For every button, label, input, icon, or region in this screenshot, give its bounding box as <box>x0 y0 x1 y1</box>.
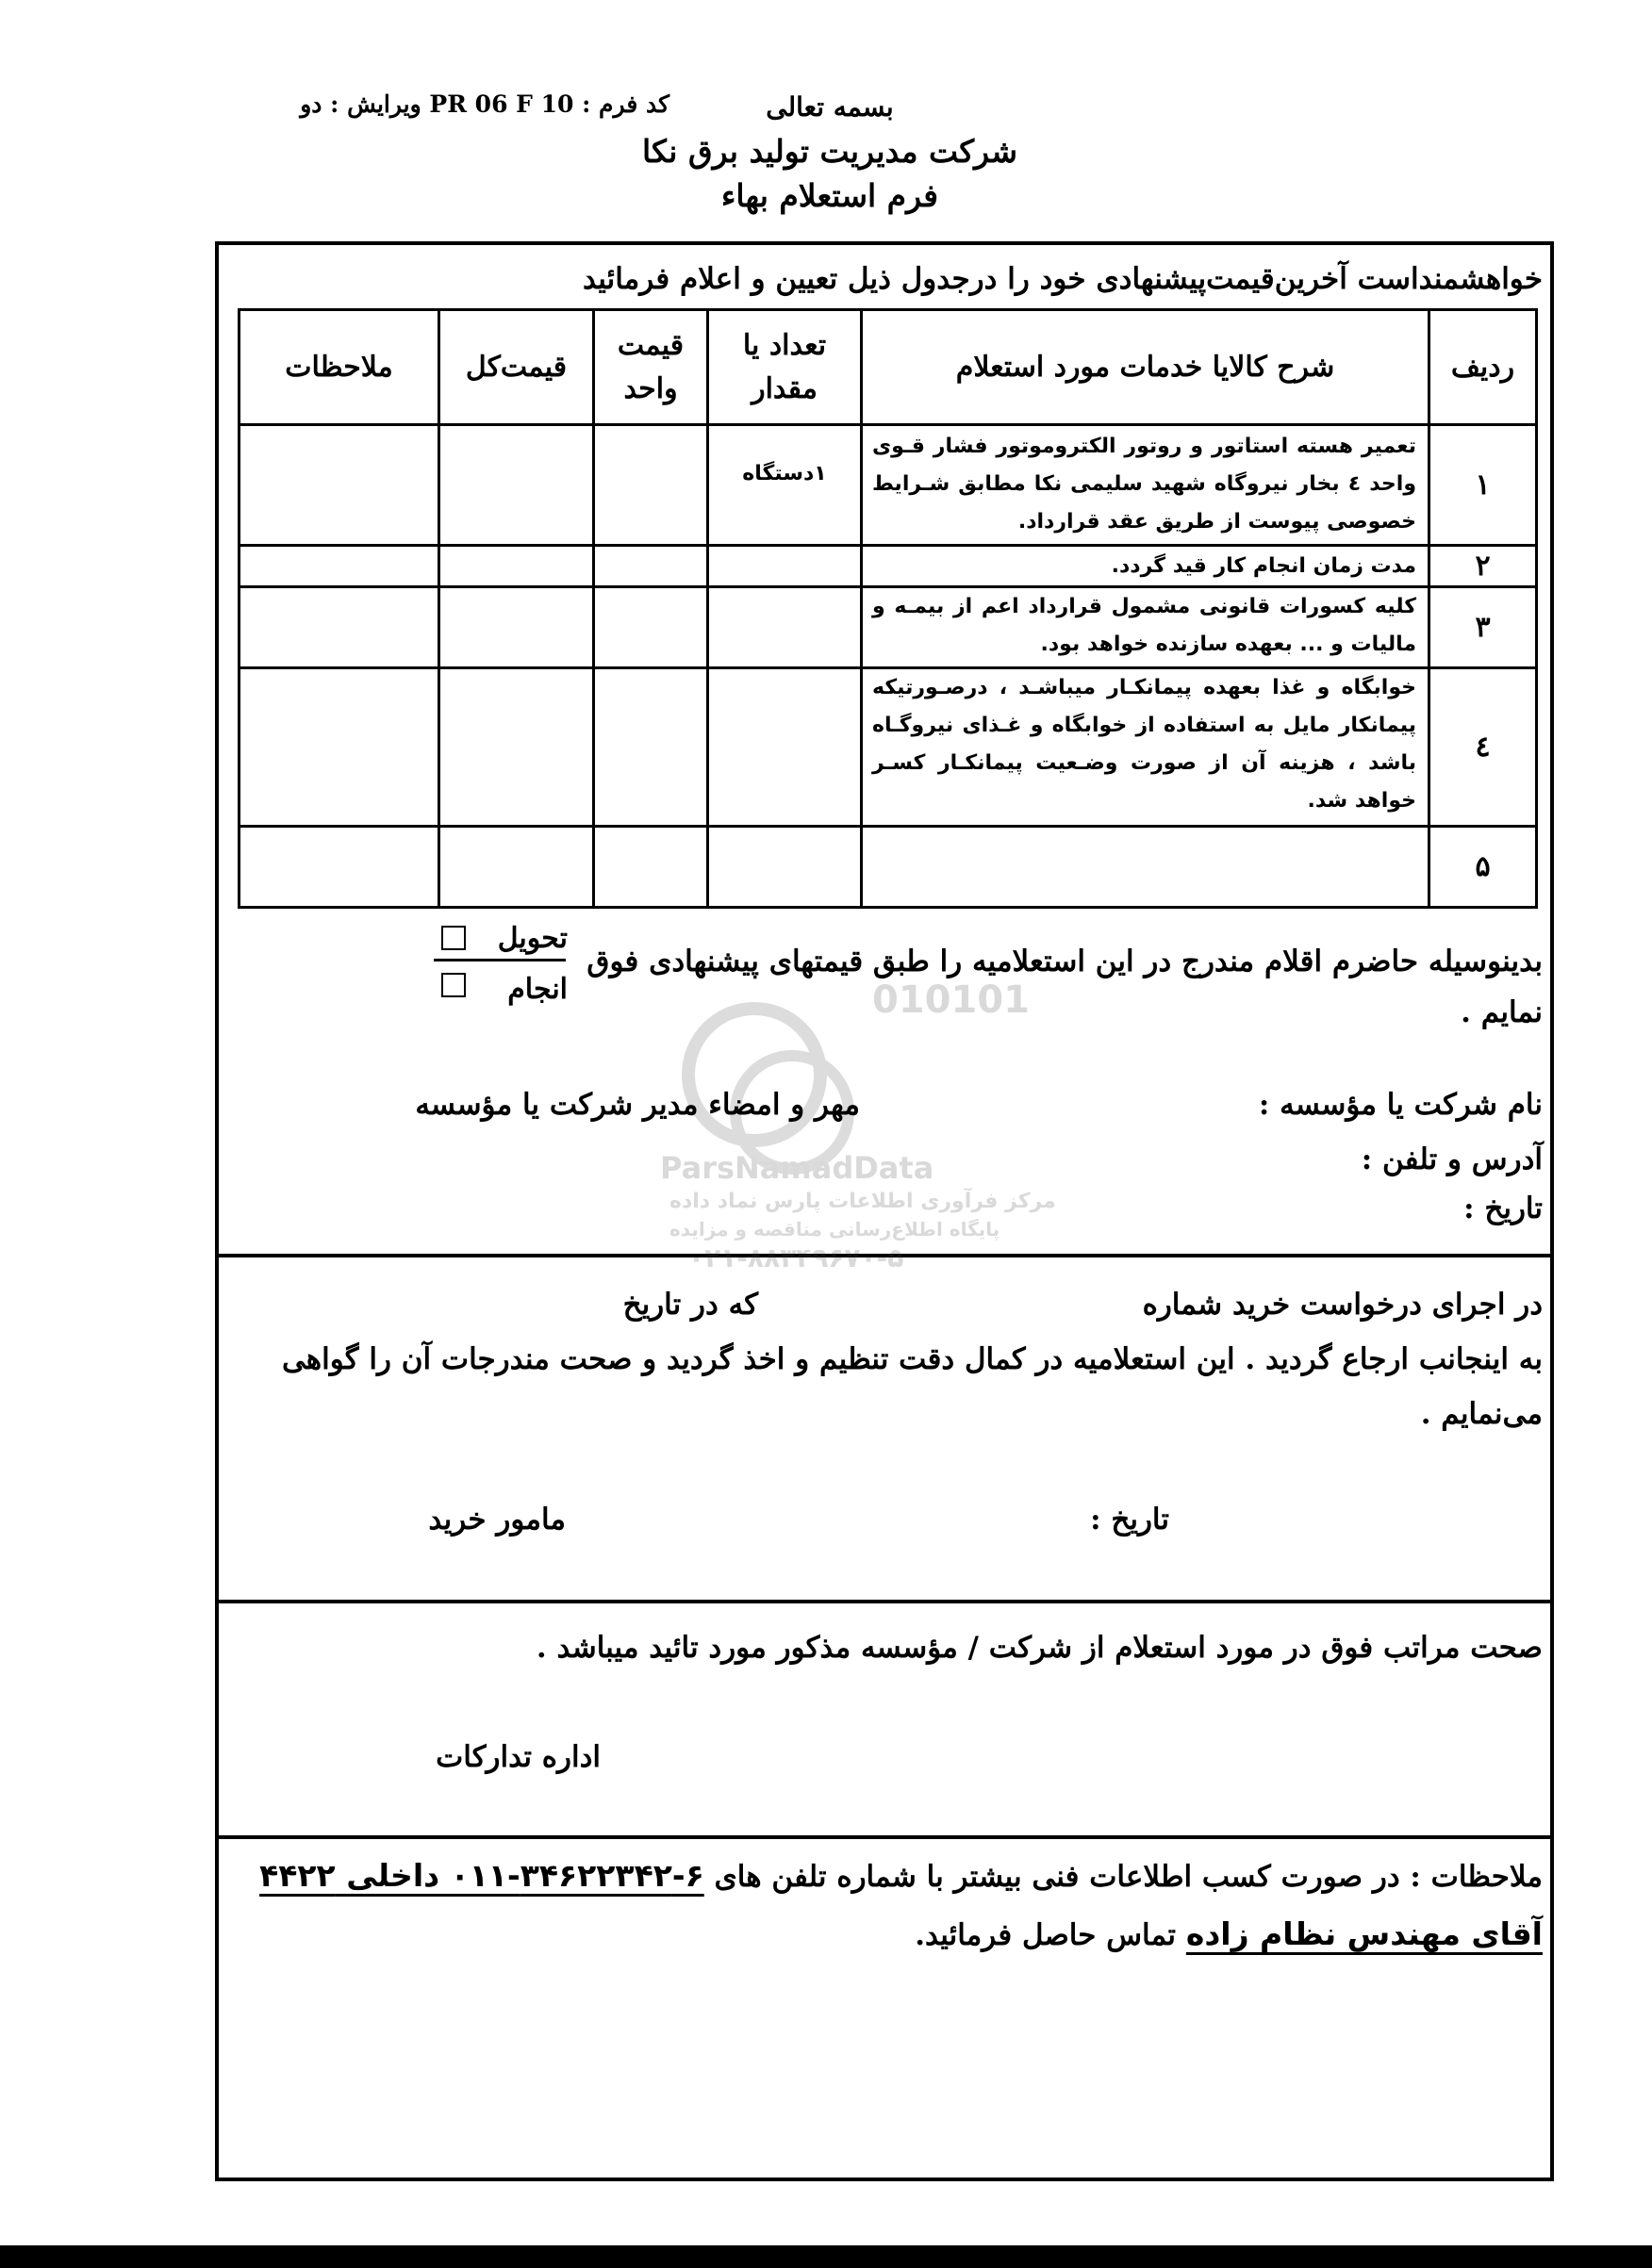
items-table <box>238 308 1538 909</box>
notes-line2 <box>915 1908 1543 1962</box>
row-notes <box>240 587 439 668</box>
table-row <box>240 587 1537 668</box>
header-quantity-line1: تعداد یا <box>742 328 827 362</box>
approval-line1: صحت مراتب فوق در مورد استعلام از شرکت / مؤسسه مذکور مورد تائید میباشد . <box>536 1631 1543 1665</box>
row-description: کلیه کسورات قانونی مشمول قرارداد اعم از بیمـه و مالیات و ... بعهده سازنده خواهد بود. <box>862 587 1429 668</box>
row-number: ٤ <box>1429 668 1537 827</box>
contact-person: آقای مهندس نظام زاده <box>1185 1915 1543 1952</box>
header-block <box>594 85 1066 218</box>
header-notes: ملاحظات <box>240 310 439 425</box>
row-description <box>862 827 1429 908</box>
row-notes <box>240 425 439 546</box>
divider-approval <box>215 1835 1554 1839</box>
watermark-brand: ParsNamadData <box>660 1150 934 1186</box>
table-row <box>240 668 1537 827</box>
option-delivery-label: تحویل <box>497 922 568 955</box>
row-total-price <box>439 546 594 587</box>
row-unit-price <box>594 587 708 668</box>
contact-phone: ۶-۳۴۶۲۲۳۴۲-۰۱۱ داخلی ۴۴۲۲ <box>259 1857 704 1894</box>
row-notes <box>240 668 439 827</box>
divider-purchase <box>215 1600 1554 1603</box>
header-unit-price-line1: قیمت <box>617 328 685 362</box>
header-description: شرح کالایا خدمات مورد استعلام <box>862 310 1429 425</box>
row-quantity <box>708 546 862 587</box>
watermark-line2: پایگاه اطلاع‌رسانی مناقصه و مزایده <box>669 1218 1000 1241</box>
row-description: مدت زمان انجام کار قید گردد. <box>862 546 1429 587</box>
row-total-price <box>439 425 594 546</box>
purchase-line1-b: که در تاریخ <box>622 1288 758 1322</box>
row-description: تعمیر هسته استاتور و روتور الکتروموتور فشار قـوی واحد ٤ بخار نیروگاه شهید سلیمی نکا مطابق شـرایط خصوصی پیوست از طریق عقد قرارداد. <box>862 425 1429 546</box>
row-total-price <box>439 668 594 827</box>
stamp-sign-label: مهر و امضاء مدیر شرکت یا مؤسسه <box>415 1088 860 1122</box>
notes-line1 <box>259 1849 1543 1903</box>
watermark-phone: ۰۲۱-۸۸۳۴۹۶۷۰-۵ <box>688 1242 904 1274</box>
form-title: فرم استعلام بهاء <box>720 177 939 214</box>
row-notes <box>240 546 439 587</box>
row-unit-price <box>594 546 708 587</box>
watermark-line1: مرکز فرآوری اطلاعات پارس نماد داده <box>669 1190 1056 1213</box>
intro-text: خواهشمنداست آخرین‌قیمت‌پیشنهادی خود را درجدول ذیل تعیین و اعلام فرمائید <box>582 262 1543 296</box>
header-total-price: قیمت‌کل <box>439 310 594 425</box>
option-separator <box>434 959 566 961</box>
row-description: خوابگاه و غذا بعهده پیمانکـار میباشـد ، درصـورتیکه پیمانکار مایل به استفاده از خوابگاه و غـذای نیروگـاه باشد ، هزینه آن از صورت وضـعیت پیمانکـار کسـر خواهد شد. <box>862 668 1429 827</box>
row-quantity <box>708 827 862 908</box>
procurement-dept-label: اداره تدارکات <box>436 1740 601 1774</box>
row-number: ۱ <box>1429 425 1537 546</box>
header-quantity-line2: مقدار <box>752 371 818 405</box>
table-row <box>240 546 1537 587</box>
row-quantity: ۱دستگاه <box>708 425 862 546</box>
form-code: کد فرم : PR 06 F 10 ویرایش : دو <box>300 90 669 118</box>
row-total-price <box>439 587 594 668</box>
row-unit-price <box>594 425 708 546</box>
page-bottom-border <box>0 2245 1652 2268</box>
row-quantity <box>708 668 862 827</box>
row-quantity <box>708 587 862 668</box>
purchase-line2: به اینجانب ارجاع گردید . این استعلامیه در کمال دقت تنظیم و اخذ گردید و صحت مندرجات آن را گواهی <box>281 1342 1543 1376</box>
row-total-price <box>439 827 594 908</box>
table-row <box>240 827 1537 908</box>
header-unit-price <box>594 310 708 425</box>
table-header-row <box>240 310 1537 425</box>
row-number: ۳ <box>1429 587 1537 668</box>
option-perform-label: انجام <box>507 973 568 1006</box>
table-row <box>240 425 1537 546</box>
header-quantity <box>708 310 862 425</box>
address-phone-label: آدرس و تلفن : <box>1361 1142 1543 1176</box>
notes-intro: ملاحظات : در صورت کسب اطلاعات فنی بیشتر با شماره تلفن های <box>714 1860 1543 1894</box>
row-unit-price <box>594 668 708 827</box>
purchase-line3: می‌نمایم . <box>1420 1397 1543 1431</box>
header-unit-price-line2: واحد <box>623 371 678 405</box>
offer-line2: نمایم . <box>1461 995 1543 1029</box>
offer-line1: بدینوسیله حاضرم اقلام مندرج در این استعلامیه را طبق قیمتهای پیشنهادی فوق <box>586 945 1543 978</box>
notes-closing: تماس حاصل فرمائید. <box>915 1918 1177 1952</box>
delivery-checkbox[interactable] <box>441 926 466 950</box>
row-number: ۲ <box>1429 546 1537 587</box>
purchase-officer-label: مامور خرید <box>428 1503 566 1537</box>
row-unit-price <box>594 827 708 908</box>
perform-checkbox[interactable] <box>441 973 466 997</box>
watermark-binary: 010101 <box>872 978 1030 1022</box>
divider-offer <box>215 1254 1554 1257</box>
company-name-label: نام شرکت یا مؤسسه : <box>1258 1088 1543 1122</box>
purchase-line1-a: در اجرای درخواست خرید شماره <box>1142 1288 1543 1322</box>
row-number: ۵ <box>1429 827 1537 908</box>
company-name: شرکت مدیریت تولید برق نکا <box>642 133 1017 170</box>
row-notes <box>240 827 439 908</box>
purchase-date-label: تاریخ : <box>1090 1503 1169 1537</box>
header-row-num: ردیف <box>1429 310 1537 425</box>
offer-date-label: تاریخ : <box>1463 1192 1543 1225</box>
basmala: بسمه تعالی <box>766 91 894 123</box>
